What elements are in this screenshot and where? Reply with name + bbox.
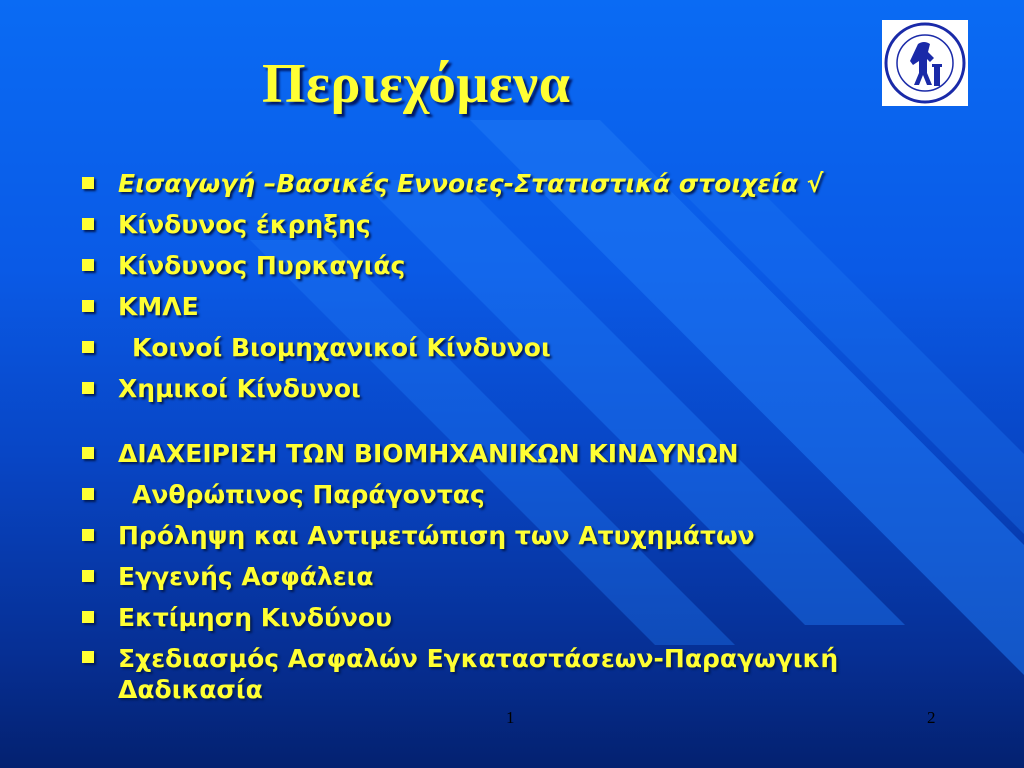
- university-seal-icon: [882, 20, 968, 106]
- bullet-icon: [82, 259, 94, 271]
- bullet-icon: [82, 651, 94, 663]
- list-item: [80, 474, 978, 515]
- list-item: [80, 597, 978, 638]
- bullet-icon: [82, 341, 94, 353]
- list-item: [80, 515, 978, 556]
- list-item: [80, 204, 978, 245]
- list-item-label: ΔΙΑΧΕΙΡΙΣΗ ΤΩΝ ΒΙΟΜΗΧΑΝΙΚΩΝ ΚΙΝΔΥΝΩΝ: [118, 439, 739, 468]
- list-item-label: Χημικοί Κίνδυνοι: [118, 374, 361, 403]
- bullet-icon: [82, 447, 94, 459]
- bullet-icon: [82, 529, 94, 541]
- list-item-label: Σχεδιασμός Ασφαλών Εγκαταστάσεων-Παραγωγική Δαδικασία: [118, 644, 839, 704]
- list-item: [80, 245, 978, 286]
- page-number-right: 2: [927, 708, 936, 727]
- list-item: [80, 556, 978, 597]
- page-number-left: 1: [506, 708, 515, 727]
- bullet-icon: [82, 300, 94, 312]
- page-title: Περιεχόμενα: [262, 53, 571, 115]
- list-item-label: Κίνδυνος Πυρκαγιάς: [118, 251, 406, 280]
- list-item-label: Ανθρώπινος Παράγοντας: [132, 480, 485, 509]
- list-item: [80, 368, 978, 409]
- list-item: [80, 286, 978, 327]
- bullet-icon: [82, 218, 94, 230]
- list-item-label: Εγγενής Ασφάλεια: [118, 562, 374, 591]
- bullet-icon: [82, 611, 94, 623]
- list-item: [80, 638, 978, 704]
- bullet-icon: [82, 177, 94, 189]
- contents-list: [80, 163, 978, 704]
- bullet-icon: [82, 570, 94, 582]
- list-item-label: Κοινοί Βιομηχανικοί Κίνδυνοι: [132, 333, 551, 362]
- list-item-label: ΚΜΛΕ: [118, 292, 199, 321]
- list-item: [80, 163, 978, 204]
- list-item-label: Εισαγωγή –Βασικές Εννοιες-Στατιστικά στοιχεία √: [118, 169, 824, 198]
- list-item-label: Πρόληψη και Αντιμετώπιση των Ατυχημάτων: [118, 521, 755, 550]
- list-item: [80, 433, 978, 474]
- list-item: [80, 327, 978, 368]
- list-item-label: Εκτίμηση Κινδύνου: [118, 603, 392, 632]
- bullet-icon: [82, 382, 94, 394]
- list-item-label: Κίνδυνος έκρηξης: [118, 210, 371, 239]
- bullet-icon: [82, 488, 94, 500]
